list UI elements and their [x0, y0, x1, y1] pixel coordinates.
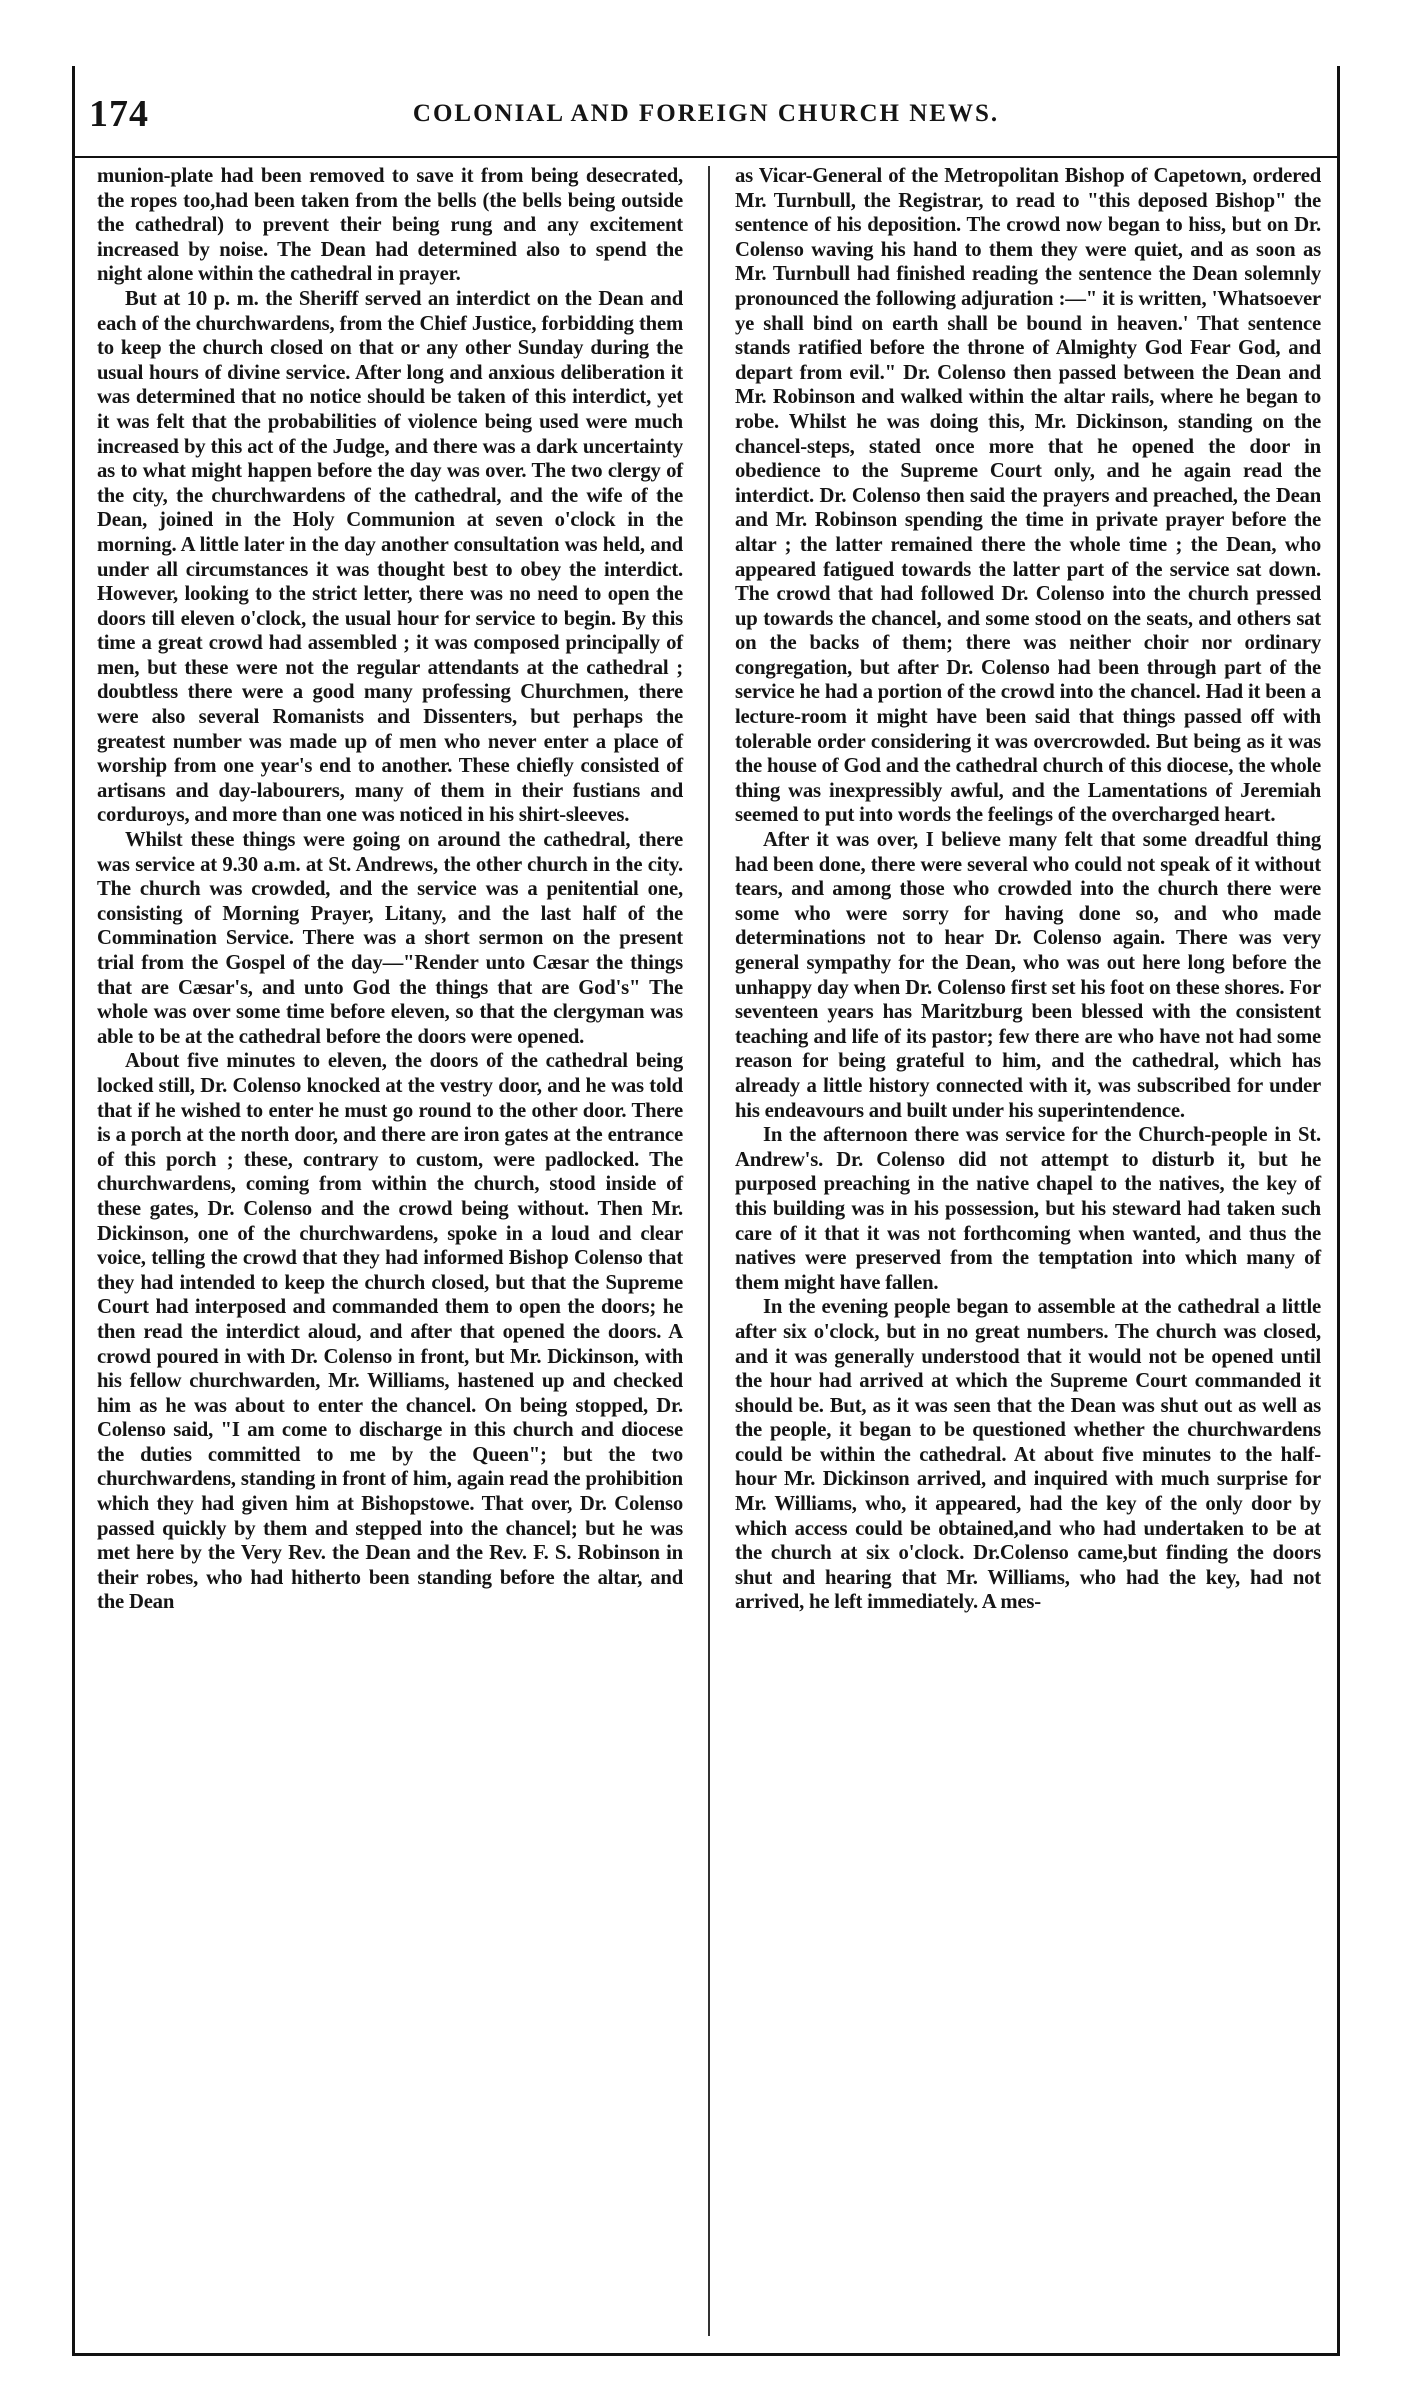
- right-column: [735, 164, 1321, 1615]
- header-rule: [75, 156, 1337, 158]
- document-page: [72, 66, 1340, 2356]
- paragraph: About five minutes to eleven, the doors of the cathedral being locked still, Dr. Colenso knocked at the vestry door, and he was told that if he wished to enter he must go round to the other door. There is a porch at the north door, and there are iron gates at the entrance of this porch ; these, contrary to custom, were padlocked. The churchwardens, coming from within the church, stood inside of these gates, Dr. Colenso and the crowd being without. Then Mr. Dickinson, one of the churchwardens, spoke in a loud and clear voice, telling the crowd that they had informed Bishop Colenso that they had intended to keep the church closed, but that the Supreme Court had interposed and commanded them to open the doors; he then read the interdict aloud, and after that opened the doors. A crowd poured in with Dr. Colenso in front, but Mr. Dickinson, with his fellow churchwarden, Mr. Williams, hastened up and checked him as he was about to enter the chancel. On being stopped, Dr. Colenso said, "I am come to discharge in this church and diocese the duties committed to me by the Queen"; but the two churchwardens, standing in front of him, again read the prohibition which they had given him at Bishopstowe. That over, Dr. Colenso passed quickly by them and stepped into the chancel; but he was met here by the Very Rev. the Dean and the Rev. F. S. Robinson in their robes, who had hitherto been standing before the altar, and the Dean: [97, 1050, 683, 1614]
- paragraph: In the afternoon there was service for the Church-people in St. Andrew's. Dr. Colenso did not attempt to disturb it, but he purposed preaching in the native chapel to the natives, the key of this building was in his possession, but his steward had taken such care of it that it was not forthcoming when wanted, and thus the natives were preserved from the temptation into which many of them might have fallen.: [735, 1124, 1321, 1294]
- page-number: 174: [89, 93, 149, 135]
- page-header: [75, 84, 1337, 144]
- paragraph: But at 10 p. m. the Sheriff served an interdict on the Dean and each of the churchwardens, from the Chief Justice, forbidding them to keep the church closed on that or any other Sunday during the usual hours of divine service. After long and anxious deliberation it was determined that no notice should be taken of this interdict, yet it was felt that the probabilities of violence being used were much increased by this act of the Judge, and there was a dark uncertainty as to what might happen before the day was over. The two clergy of the city, the churchwardens of the cathedral, and the wife of the Dean, joined in the Holy Communion at seven o'clock in the morning. A little later in the day another consultation was held, and under all circumstances it was thought best to obey the interdict. However, looking to the strict letter, there was no need to open the doors till eleven o'clock, the usual hour for service to begin. By this time a great crowd had assembled ; it was composed principally of men, but these were not the regular attendants at the cathedral ; doubtless there were a good many professing Churchmen, there were also several Romanists and Dissenters, but perhaps the greatest number was made up of men who never enter a place of worship from one year's end to another. These chiefly consisted of artisans and day-labourers, many of them in their fustians and corduroys, and more than one was noticed in his shirt-sleeves.: [97, 287, 683, 827]
- paragraph: After it was over, I believe many felt that some dreadful thing had been done, there were several who could not speak of it without tears, and among those who crowded into the church there were some who were sorry for having done so, and who made determinations not to hear Dr. Colenso again. There was very general sympathy for the Dean, who was out here long before the unhappy day when Dr. Colenso first set his foot on these shores. For seventeen years has Maritzburg been blessed with the consistent teaching and life of its pastor; few there are who have not had some reason for being grateful to him, and the cathedral, which has already a little history connected with it, was subscribed for under his endeavours and built under his superintendence.: [735, 829, 1321, 1122]
- paragraph: Whilst these things were going on around the cathedral, there was service at 9.30 a.m. at St. Andrews, the other church in the city. The church was crowded, and the service was a penitential one, consisting of Morning Prayer, Litany, and the last half of the Commination Service. There was a short sermon on the present trial from the Gospel of the day—"Render unto Cæsar the things that are Cæsar's, and unto God the things that are God's" The whole was over some time before eleven, so that the clergyman was able to be at the cathedral before the doors were opened.: [97, 829, 683, 1048]
- column-divider: [708, 166, 710, 2336]
- paragraph: as Vicar-General of the Metropolitan Bishop of Capetown, ordered Mr. Turnbull, the Registrar, to read to "this deposed Bishop" the sentence of his deposition. The crowd now began to hiss, but on Dr. Colenso waving his hand to them they were quiet, and as soon as Mr. Turnbull had finished reading the sentence the Dean solemnly pronounced the following adjuration :—" it is written, 'Whatsoever ye shall bind on earth shall be bound in heaven.' That sentence stands ratified before the throne of Almighty God Fear God, and depart from evil." Dr. Colenso then passed between the Dean and Mr. Robinson and walked within the altar rails, where he began to robe. Whilst he was doing this, Mr. Dickinson, standing on the chancel-steps, stated once more that he opened the door in obedience to the Supreme Court only, and he again read the interdict. Dr. Colenso then said the prayers and preached, the Dean and Mr. Robinson spending the time in private prayer before the altar ; the latter remained there the whole time ; the Dean, who appeared fatigued towards the latter part of the service sat down. The crowd that had followed Dr. Colenso into the church pressed up towards the chancel, and some stood on the seats, and others sat on the backs of them; there was neither choir nor ordinary congregation, but after Dr. Colenso had been through part of the service he had a portion of the crowd into the chancel. Had it been a lecture-room it might have been said that things passed off with tolerable order considering it was overcrowded. But being as it was the house of God and the cathedral church of this diocese, the whole thing was inexpressibly awful, and the Lamentations of Jeremiah seemed to put into words the feelings of the overcharged heart.: [735, 165, 1321, 827]
- running-head: COLONIAL AND FOREIGN CHURCH NEWS.: [412, 100, 1000, 127]
- paragraph: In the evening people began to assemble at the cathedral a little after six o'clock, but in no great numbers. The church was closed, and it was generally understood that it would not be opened until the hour had arrived at which the Supreme Court commanded it should be. But, as it was seen that the Dean was shut out as well as the people, it began to be questioned whether the churchwardens could be within the cathedral. At about five minutes to the half-hour Mr. Dickinson arrived, and inquired with much surprise for Mr. Williams, who, it appeared, had the key of the only door by which access could be obtained,and who had undertaken to be at the church at six o'clock. Dr.Colenso came,but finding the doors shut and hearing that Mr. Williams, who had the key, had not arrived, he left immediately. A mes-: [735, 1296, 1321, 1614]
- left-column: [97, 164, 683, 1615]
- bottom-rule: [75, 2353, 1337, 2356]
- paragraph: munion-plate had been removed to save it from being desecrated, the ropes too,had been taken from the bells (the bells being outside the cathedral) to prevent their being rung and any excitement increased by noise. The Dean had determined also to spend the night alone within the cathedral in prayer.: [97, 165, 683, 286]
